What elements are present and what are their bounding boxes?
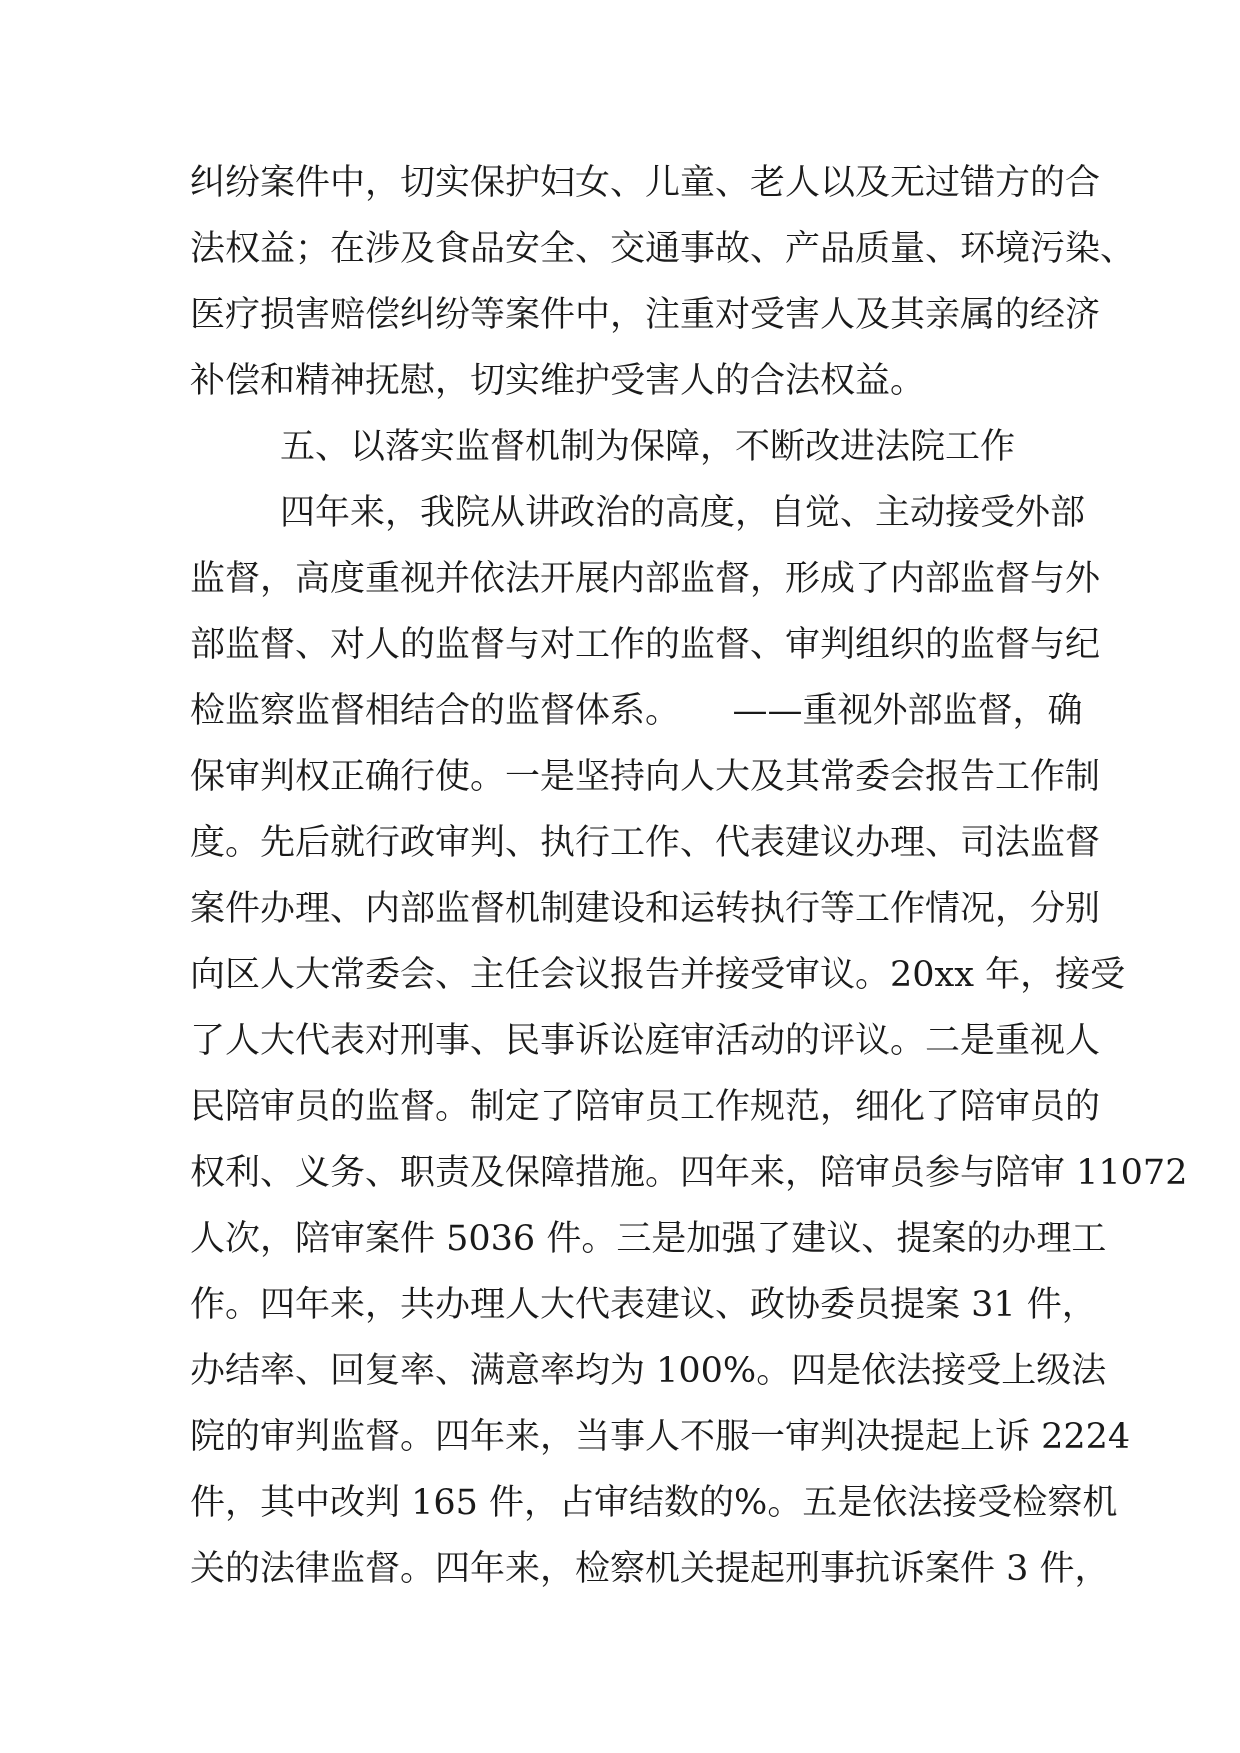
paragraph-line: 度。先后就行政审判、执行工作、代表建议办理、司法监督 [190, 823, 1101, 863]
paragraph-line: 办结率、回复率、满意率均为 100%。四是依法接受上级法 [190, 1351, 1107, 1391]
paragraph-line: 部监督、对人的监督与对工作的监督、审判组织的监督与纪 [190, 625, 1101, 665]
paragraph-line: 人次，陪审案件 5036 件。三是加强了建议、提案的办理工 [190, 1219, 1107, 1259]
paragraph-line: 补偿和精神抚慰，切实维护受害人的合法权益。 [190, 361, 926, 401]
paragraph-line: 了人大代表对刑事、民事诉讼庭审活动的评议。二是重视人 [190, 1021, 1101, 1061]
paragraph-line: 监督，高度重视并依法开展内部监督，形成了内部监督与外 [190, 559, 1101, 599]
paragraph-first-line: 四年来，我院从讲政治的高度，自觉、主动接受外部 [280, 493, 1086, 533]
paragraph-line: 保审判权正确行使。一是坚持向人大及其常委会报告工作制 [190, 757, 1101, 797]
paragraph-line: 件，其中改判 165 件，占审结数的%。五是依法接受检察机 [190, 1483, 1118, 1523]
paragraph-line: 法权益；在涉及食品安全、交通事故、产品质量、环境污染、 [190, 229, 1136, 269]
paragraph-line: 权利、义务、职责及保障措施。四年来，陪审员参与陪审 11072 [190, 1153, 1188, 1193]
paragraph-line: 作。四年来，共办理人大代表建议、政协委员提案 31 件， [190, 1285, 1097, 1325]
paragraph-line: 案件办理、内部监督机制建设和运转执行等工作情况，分别 [190, 889, 1101, 929]
paragraph-line: 向区人大常委会、主任会议报告并接受审议。20xx 年，接受 [190, 955, 1126, 995]
paragraph-line: 关的法律监督。四年来，检察机关提起刑事抗诉案件 3 件， [190, 1549, 1110, 1589]
paragraph-line: 民陪审员的监督。制定了陪审员工作规范，细化了陪审员的 [190, 1087, 1101, 1127]
paragraph-line: 医疗损害赔偿纠纷等案件中，注重对受害人及其亲属的经济 [190, 295, 1101, 335]
paragraph-line: 院的审判监督。四年来，当事人不服一审判决提起上诉 2224 [190, 1417, 1131, 1457]
section-heading: 五、以落实监督机制为保障，不断改进法院工作 [280, 427, 1016, 467]
document-body [190, 150, 1188, 1602]
paragraph-line: 检监察监督相结合的监督体系。 ——重视外部监督，确 [190, 691, 1083, 731]
paragraph-line: 纠纷案件中，切实保护妇女、儿童、老人以及无过错方的合 [190, 163, 1101, 203]
